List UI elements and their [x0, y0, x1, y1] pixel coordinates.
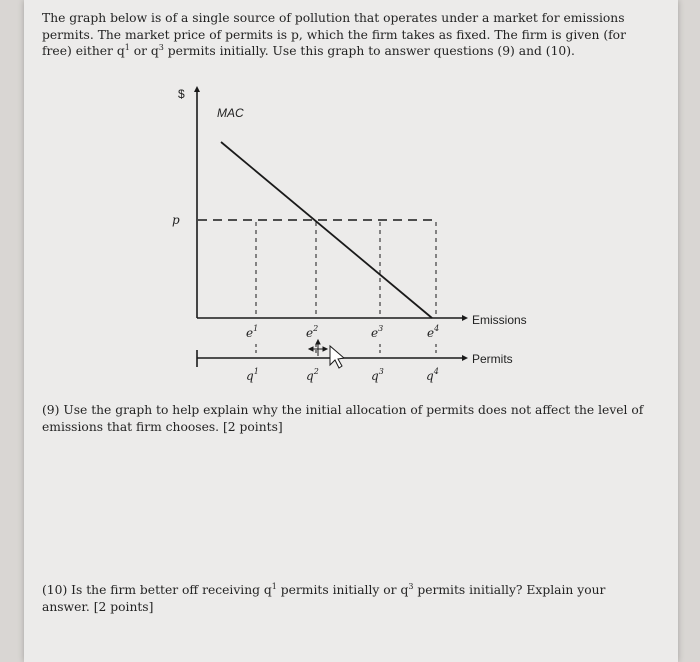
intro-line-2: permits. The market price of permits is p, which the firm takes as fixed. The firm is given (for — [42, 27, 626, 42]
mouse-pointer-icon — [330, 346, 344, 368]
q1-label: $q^1$ — [246, 367, 259, 383]
price-label: p — [172, 213, 180, 227]
e2-label: $e^2$ — [306, 324, 319, 340]
permits-axis-arrow — [462, 355, 468, 361]
question-9-line-1: (9) Use the graph to help explain why the initial allocation of permits does not affect the level of — [42, 403, 644, 417]
question-10-line-2: answer. [2 points] — [42, 599, 154, 614]
intro-line-1: The graph below is of a single source of pollution that operates under a market for emissions — [42, 11, 625, 25]
e4-label: $e^4$ — [427, 324, 440, 340]
question-10-line-1: (10) Is the firm better off receiving $q^1$ permits initially or $q^3$ permits initially? Explain your — [42, 581, 606, 597]
mac-curve — [221, 142, 432, 318]
mac-curve-label: MAC — [217, 106, 244, 120]
emissions-axis-arrow — [462, 315, 468, 321]
e1-label: $e^1$ — [246, 324, 259, 340]
q3-label: $q^3$ — [371, 367, 384, 383]
e3-label: $e^3$ — [371, 324, 384, 340]
y-axis-label: $ — [178, 87, 185, 101]
permits-axis-label: Permits — [472, 352, 513, 366]
question-9 — [42, 402, 652, 435]
q2-label: $q^2$ — [306, 367, 319, 383]
intro-line-3: free) either $q^1$ or $q^3$ permits initially. Use this graph to answer questions (9) and (10). — [42, 42, 575, 58]
q4-label: $q^4$ — [426, 367, 439, 383]
move-cursor-icon — [309, 340, 327, 356]
emissions-axis-label: Emissions — [472, 313, 527, 327]
y-axis-arrow — [194, 86, 200, 92]
question-10 — [42, 582, 652, 615]
question-9-line-2: emissions that firm chooses. [2 points] — [42, 419, 283, 434]
